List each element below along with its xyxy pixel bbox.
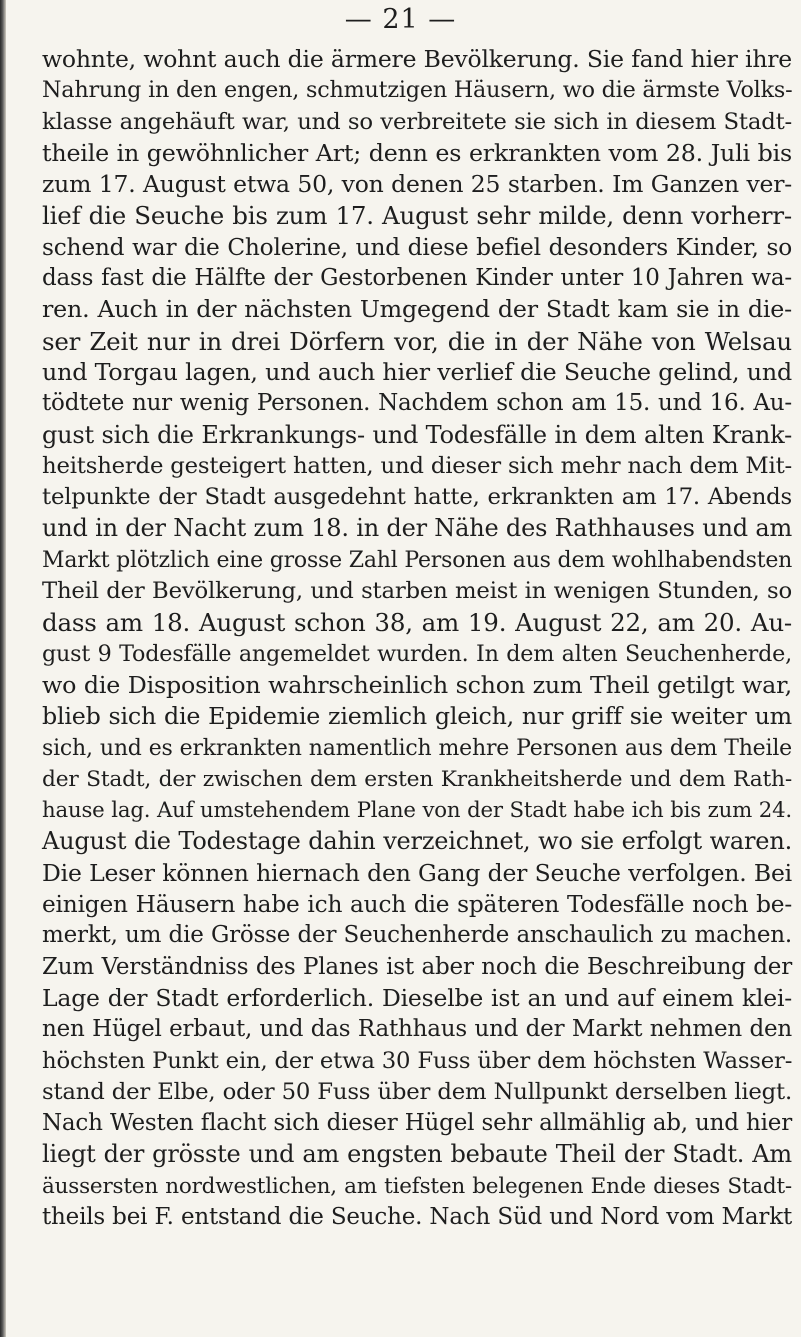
- text-line: dass am 18. August schon 38, am 19. August 22, am 20. Au-: [42, 608, 792, 638]
- text-line: und in der Nacht zum 18. in der Nähe des Rathhauses und am: [42, 514, 792, 543]
- text-line: lief die Seuche bis zum 17. August sehr milde, denn vorherr-: [42, 201, 792, 231]
- text-line: Zum Verständniss des Planes ist aber noch die Beschreibung der: [42, 953, 792, 980]
- text-line: Lage der Stadt erforderlich. Dieselbe ist an und auf einem klei-: [42, 983, 792, 1012]
- text-line: theile in gewöhnlicher Art; denn es erkrankten vom 28. Juli bis: [42, 138, 792, 167]
- text-line: und Torgau lagen, und auch hier verlief die Seuche gelind, und: [42, 357, 792, 386]
- text-line: telpunkte der Stadt ausgedehnt hatte, erkrankten am 17. Abends: [42, 484, 792, 511]
- text-line: heitsherde gesteigert hatten, und dieser sich mehr nach dem Mit-: [42, 452, 792, 479]
- text-line: schend war die Cholerine, und diese befiel desonders Kinder, so: [42, 233, 792, 261]
- text-line: August die Todestage dahin verzeichnet, wo sie erfolgt waren.: [42, 827, 792, 856]
- text-line: dass fast die Hälfte der Gestorbenen Kinder unter 10 Jahren wa-: [42, 265, 792, 292]
- text-line: gust sich die Erkrankungs- und Todesfälle in dem alten Krank-: [42, 420, 792, 449]
- text-line: merkt, um die Grösse der Seuchenherde anschaulich zu machen.: [42, 922, 792, 949]
- text-line: Nach Westen flacht sich dieser Hügel sehr allmählig ab, und hier: [42, 1110, 792, 1137]
- text-line: Theil der Bevölkerung, und starben meist in wenigen Stunden, so: [42, 578, 792, 605]
- text-line: zum 17. August etwa 50, von denen 25 starben. Im Ganzen ver-: [42, 170, 792, 199]
- page-binding-edge: [0, 0, 6, 1337]
- text-line: theils bei F. entstand die Seuche. Nach Süd und Nord vom Markt: [42, 1203, 792, 1230]
- page-number: — 21 —: [344, 4, 457, 35]
- text-line: ren. Auch in der nächsten Umgegend der Stadt kam sie in die-: [42, 295, 792, 324]
- text-line: gust 9 Todesfälle angemeldet wurden. In dem alten Seuchenherde,: [42, 640, 792, 667]
- text-line: Die Leser können hiernach den Gang der Seuche verfolgen. Bei: [42, 858, 792, 887]
- text-line: wo die Disposition wahrscheinlich schon zum Theil getilgt war,: [42, 670, 792, 699]
- text-line: stand der Elbe, oder 50 Fuss über dem Nullpunkt derselben liegt.: [42, 1078, 792, 1105]
- text-line: hause lag. Auf umstehendem Plane von der Stadt habe ich bis zum 24.: [42, 798, 792, 824]
- text-line: der Stadt, der zwischen dem ersten Krankheitsherde und dem Rath-: [42, 766, 792, 792]
- text-line: liegt der grösste und am engsten bebaute Theil der Stadt. Am: [42, 1140, 792, 1169]
- text-line: äussersten nordwestlichen, am tiefsten belegenen Ende dieses Stadt-: [42, 1173, 792, 1199]
- text-line: wohnte, wohnt auch die ärmere Bevölkerung. Sie fand hier ihre: [42, 45, 792, 73]
- text-line: Markt plötzlich eine grosse Zahl Personen aus dem wohlhabendsten: [42, 547, 793, 573]
- text-line: sich, und es erkrankten namentlich mehre Personen aus dem Theile: [42, 735, 792, 761]
- text-line: Nahrung in den engen, schmutzigen Häusern, wo die ärmste Volks-: [42, 77, 793, 104]
- body-text: [42, 44, 792, 1233]
- text-line: blieb sich die Epidemie ziemlich gleich, nur griff sie weiter um: [42, 702, 792, 731]
- text-line: höchsten Punkt ein, der etwa 30 Fuss über dem höchsten Wasser-: [42, 1047, 793, 1074]
- text-line: ser Zeit nur in drei Dörfern vor, die in der Nähe von Welsau: [42, 326, 792, 356]
- text-line: nen Hügel erbaut, und das Rathhaus und der Markt nehmen den: [42, 1016, 792, 1043]
- text-line: einigen Häusern habe ich auch die späteren Todesfälle noch be-: [42, 891, 792, 919]
- text-line: klasse angehäuft war, und so verbreitete sie sich in diesem Stadt-: [42, 108, 792, 135]
- text-line: tödtete nur wenig Personen. Nachdem schon am 15. und 16. Au-: [42, 390, 792, 417]
